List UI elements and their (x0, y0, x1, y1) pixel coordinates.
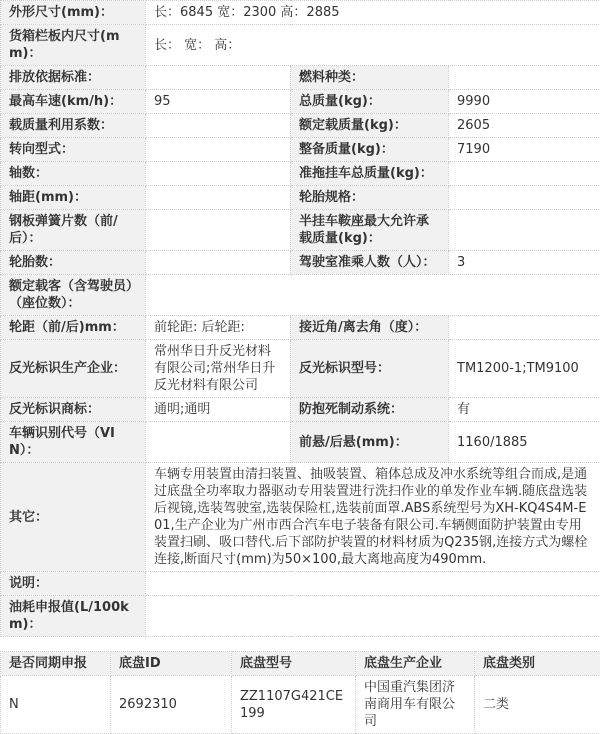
table-row (1, 138, 600, 162)
spec-value: 通明;通明 (146, 398, 291, 422)
spec-value (146, 251, 291, 275)
spec-label: 反光标识生产企业： (1, 340, 146, 398)
spec-label: 货箱栏板内尺寸(mm)： (1, 25, 146, 66)
spec-label: 额定载质量(kg)： (291, 114, 449, 138)
spec-value (146, 422, 291, 463)
spec-value: 95 (146, 90, 291, 114)
spec-label: 排放依据标准： (1, 66, 146, 90)
chassis-cell: N (1, 676, 111, 734)
spec-label: 半挂车鞍座最大允许承载质量(kg)： (291, 210, 449, 251)
spec-value: 有 (449, 398, 600, 422)
chassis-table (0, 651, 600, 734)
spec-value (146, 275, 600, 316)
spec-label: 油耗申报值(L/100km)： (1, 596, 146, 637)
spec-value (146, 114, 291, 138)
spec-label: 燃料种类： (291, 66, 449, 90)
spec-value (146, 162, 291, 186)
spec-label: 转向型式： (1, 138, 146, 162)
table-row (1, 66, 600, 90)
table-row (1, 1, 600, 25)
spec-value: 前轮距: 后轮距: (146, 316, 291, 340)
spec-label: 整备质量(kg)： (291, 138, 449, 162)
table-row (1, 251, 600, 275)
table-row (1, 316, 600, 340)
spec-label: 轮距（前/后)mm： (1, 316, 146, 340)
table-row (1, 114, 600, 138)
chassis-header-cell: 是否同期申报 (1, 652, 111, 676)
spec-label: 接近角/离去角（度）： (291, 316, 449, 340)
spec-value-other: 车辆专用装置由清扫装置、抽吸装置、箱体总成及冲水系统等组合而成,是通过底盘全功率取力器驱动专用装置进行洗扫作业的单发作业车辆.随底盘选装后视镜,选装驾驶室,选装保险杠,选装前面罩.ABS系统型号为XH-KQ4S4M-E01,生产企业为广州市西合汽车电子装备有限公司.车辆侧面防护装置由专用装置扫刷、吸口替代.后下部防护装置的材料材质为Q235钢,连接方式为螺栓连接,断面尺寸(mm)为50×100,最大离地高度为490mm. (146, 463, 600, 572)
spec-value: 长： 宽： 高： (146, 25, 600, 66)
spec-value (449, 162, 600, 186)
chassis-cell: 中国重汽集团济南商用车有限公司 (356, 676, 475, 734)
spec-label: 其它： (1, 463, 146, 572)
spec-label: 钢板弹簧片数（前/后）： (1, 210, 146, 251)
spec-label: 说明： (1, 572, 146, 596)
spec-label: 轴数： (1, 162, 146, 186)
spec-value: 7190 (449, 138, 600, 162)
table-row (1, 572, 600, 596)
spec-value (146, 138, 291, 162)
spec-label: 最高车速(km/h)： (1, 90, 146, 114)
spec-label: 额定载客（含驾驶员）（座位数）： (1, 275, 146, 316)
spec-value: 常州华日升反光材料有限公司;常州华日升反光材料有限公司 (146, 340, 291, 398)
table-row (1, 186, 600, 210)
chassis-cell: 2692310 (111, 676, 232, 734)
spec-label: 轮胎规格： (291, 186, 449, 210)
spec-value: 1160/1885 (449, 422, 600, 463)
table-spacer (0, 637, 600, 651)
spec-value (146, 572, 600, 596)
spec-value (449, 66, 600, 90)
spec-label: 防抱死制动系统： (291, 398, 449, 422)
table-row (1, 422, 600, 463)
spec-value: 9990 (449, 90, 600, 114)
table-row (1, 275, 600, 316)
spec-label: 反光标识商标： (1, 398, 146, 422)
chassis-data-row (1, 676, 600, 734)
spec-label: 载质量利用系数： (1, 114, 146, 138)
spec-label: 前悬/后悬(mm)： (291, 422, 449, 463)
table-row (1, 210, 600, 251)
spec-value: 2605 (449, 114, 600, 138)
spec-label: 总质量(kg)： (291, 90, 449, 114)
spec-value: TM1200-1;TM9100 (449, 340, 600, 398)
spec-label: 轴距(mm)： (1, 186, 146, 210)
table-row (1, 596, 600, 637)
spec-value (146, 186, 291, 210)
spec-value (449, 210, 600, 251)
spec-value (146, 210, 291, 251)
chassis-header-cell: 底盘类别 (475, 652, 600, 676)
table-row (1, 463, 600, 572)
spec-label: 外形尺寸(mm)： (1, 1, 146, 25)
chassis-header-row (1, 652, 600, 676)
spec-value (146, 596, 600, 637)
spec-value: 3 (449, 251, 600, 275)
chassis-header-cell: 底盘ID (111, 652, 232, 676)
chassis-header-cell: 底盘型号 (232, 652, 356, 676)
spec-label: 车辆识别代号（VIN）： (1, 422, 146, 463)
table-row (1, 340, 600, 398)
spec-label: 反光标识型号： (291, 340, 449, 398)
spec-value (146, 66, 291, 90)
spec-value: 长：6845 宽：2300 高：2885 (146, 1, 600, 25)
chassis-header-cell: 底盘生产企业 (356, 652, 475, 676)
table-row (1, 90, 600, 114)
table-row (1, 162, 600, 186)
table-row (1, 25, 600, 66)
chassis-cell: ZZ1107G421CE199 (232, 676, 356, 734)
spec-value (449, 186, 600, 210)
spec-label: 驾驶室准乘人数（人）： (291, 251, 449, 275)
table-row (1, 398, 600, 422)
chassis-cell: 二类 (475, 676, 600, 734)
spec-value (449, 316, 600, 340)
spec-label: 准拖挂车总质量(kg)： (291, 162, 449, 186)
spec-label: 轮胎数： (1, 251, 146, 275)
